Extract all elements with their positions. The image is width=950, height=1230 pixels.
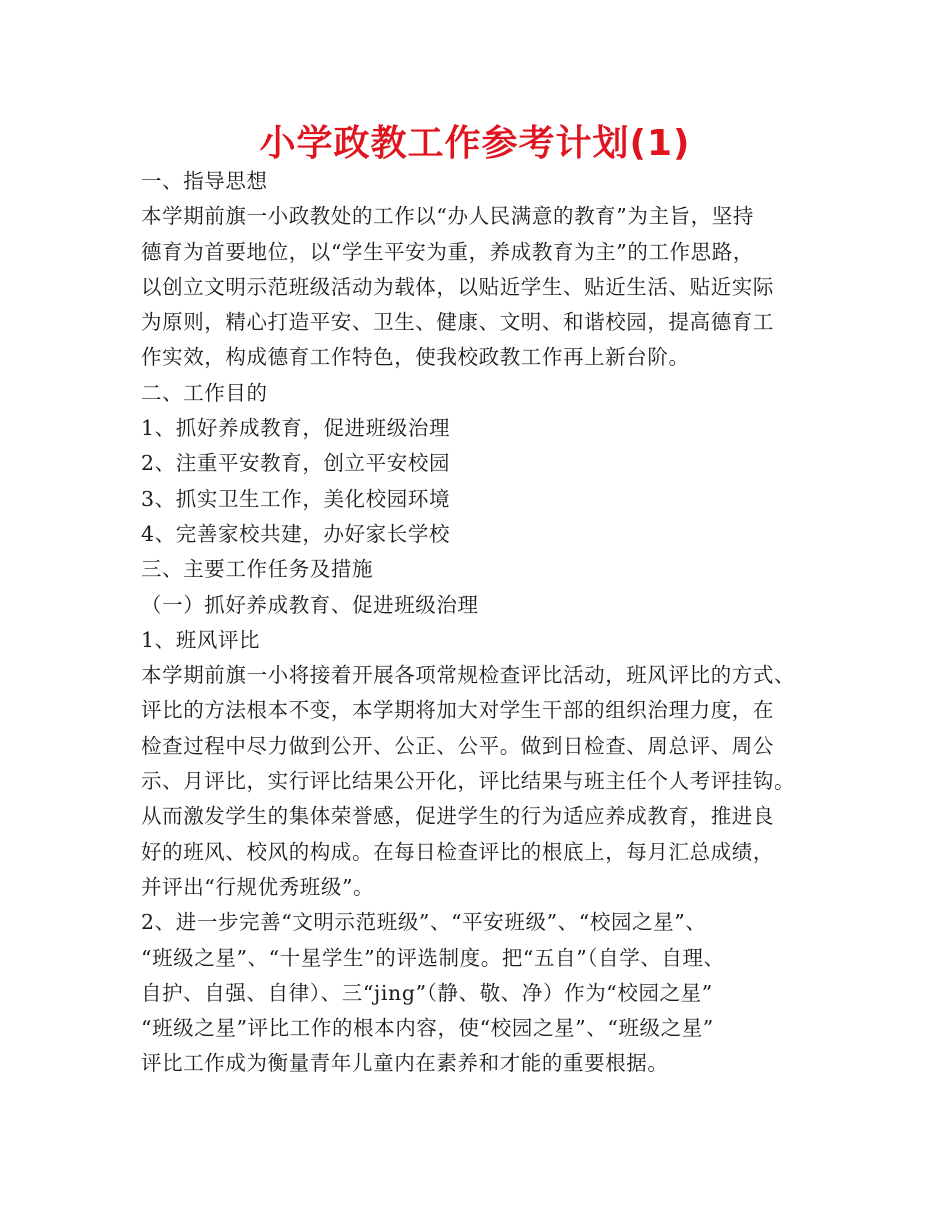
paragraph-line: 评比工作成为衡量青年儿童内在素养和才能的重要根据。 [141, 1051, 669, 1076]
paragraph-line: 示、月评比，实行评比结果公开化，评比结果与班主任个人考评挂钩。 [141, 769, 796, 794]
paragraph-line: 检查过程中尽力做到公开、公正、公平。做到日检查、周总评、周公 [141, 733, 774, 758]
paragraph-line: “班级之星”评比工作的根本内容，使“校园之星”、“班级之星” [141, 1016, 714, 1041]
paragraph-line: 从而激发学生的集体荣誉感，促进学生的行为适应养成教育，推进良 [141, 804, 774, 829]
section-heading-guiding-thought: 一、指导思想 [141, 169, 268, 193]
paragraph-line: 2、进一步完善“文明示范班级”、“平安班级”、“校园之星”、 [141, 910, 707, 935]
section-heading-main-tasks: 三、主要工作任务及措施 [141, 557, 374, 582]
paragraph-line: 以创立文明示范班级活动为载体，以贴近学生、贴近生活、贴近实际 [141, 274, 774, 299]
paragraph-line: 自护、自强、自律）、三“jing”（静、敬、净）作为“校园之星” [141, 980, 713, 1005]
paragraph-line: 评比的方法根本不变，本学期将加大对学生干部的组织治理力度，在 [141, 698, 774, 723]
goal-item: 1、抓好养成教育，促进班级治理 [141, 416, 451, 441]
section-heading-work-goals: 二、工作目的 [141, 380, 268, 405]
goal-item: 2、注重平安教育，创立平安校园 [141, 451, 451, 476]
goal-item: 3、抓实卫生工作，美化校园环境 [141, 486, 451, 511]
item-heading: 1、班风评比 [141, 627, 261, 652]
subsection-heading: （一）抓好养成教育、促进班级治理 [141, 592, 479, 617]
paragraph-line: “班级之星”、“十星学生”的评选制度。把“五自”（自学、自理、 [141, 945, 725, 970]
paragraph-line: 为原则，精心打造平安、卫生、健康、文明、和谐校园，提高德育工 [141, 310, 774, 335]
document-body [141, 164, 831, 1082]
paragraph-line: 德育为首要地位，以“学生平安为重，养成教育为主”的工作思路， [141, 239, 754, 264]
paragraph-line: 作实效，构成德育工作特色，使我校政教工作再上新台阶。 [141, 345, 690, 370]
goal-item: 4、完善家校共建，办好家长学校 [141, 521, 451, 546]
paragraph-line: 本学期前旗一小将接着开展各项常规检查评比活动，班风评比的方式、 [141, 663, 796, 688]
paragraph-line: 并评出“行规优秀班级”。 [141, 874, 375, 899]
paragraph-line: 本学期前旗一小政教处的工作以“办人民满意的教育”为主旨，坚持 [141, 204, 754, 229]
document-title: 小学政教工作参考计划(1) [259, 123, 691, 164]
paragraph-line: 好的班风、校风的构成。在每日检查评比的根底上，每月汇总成绩， [141, 839, 774, 864]
